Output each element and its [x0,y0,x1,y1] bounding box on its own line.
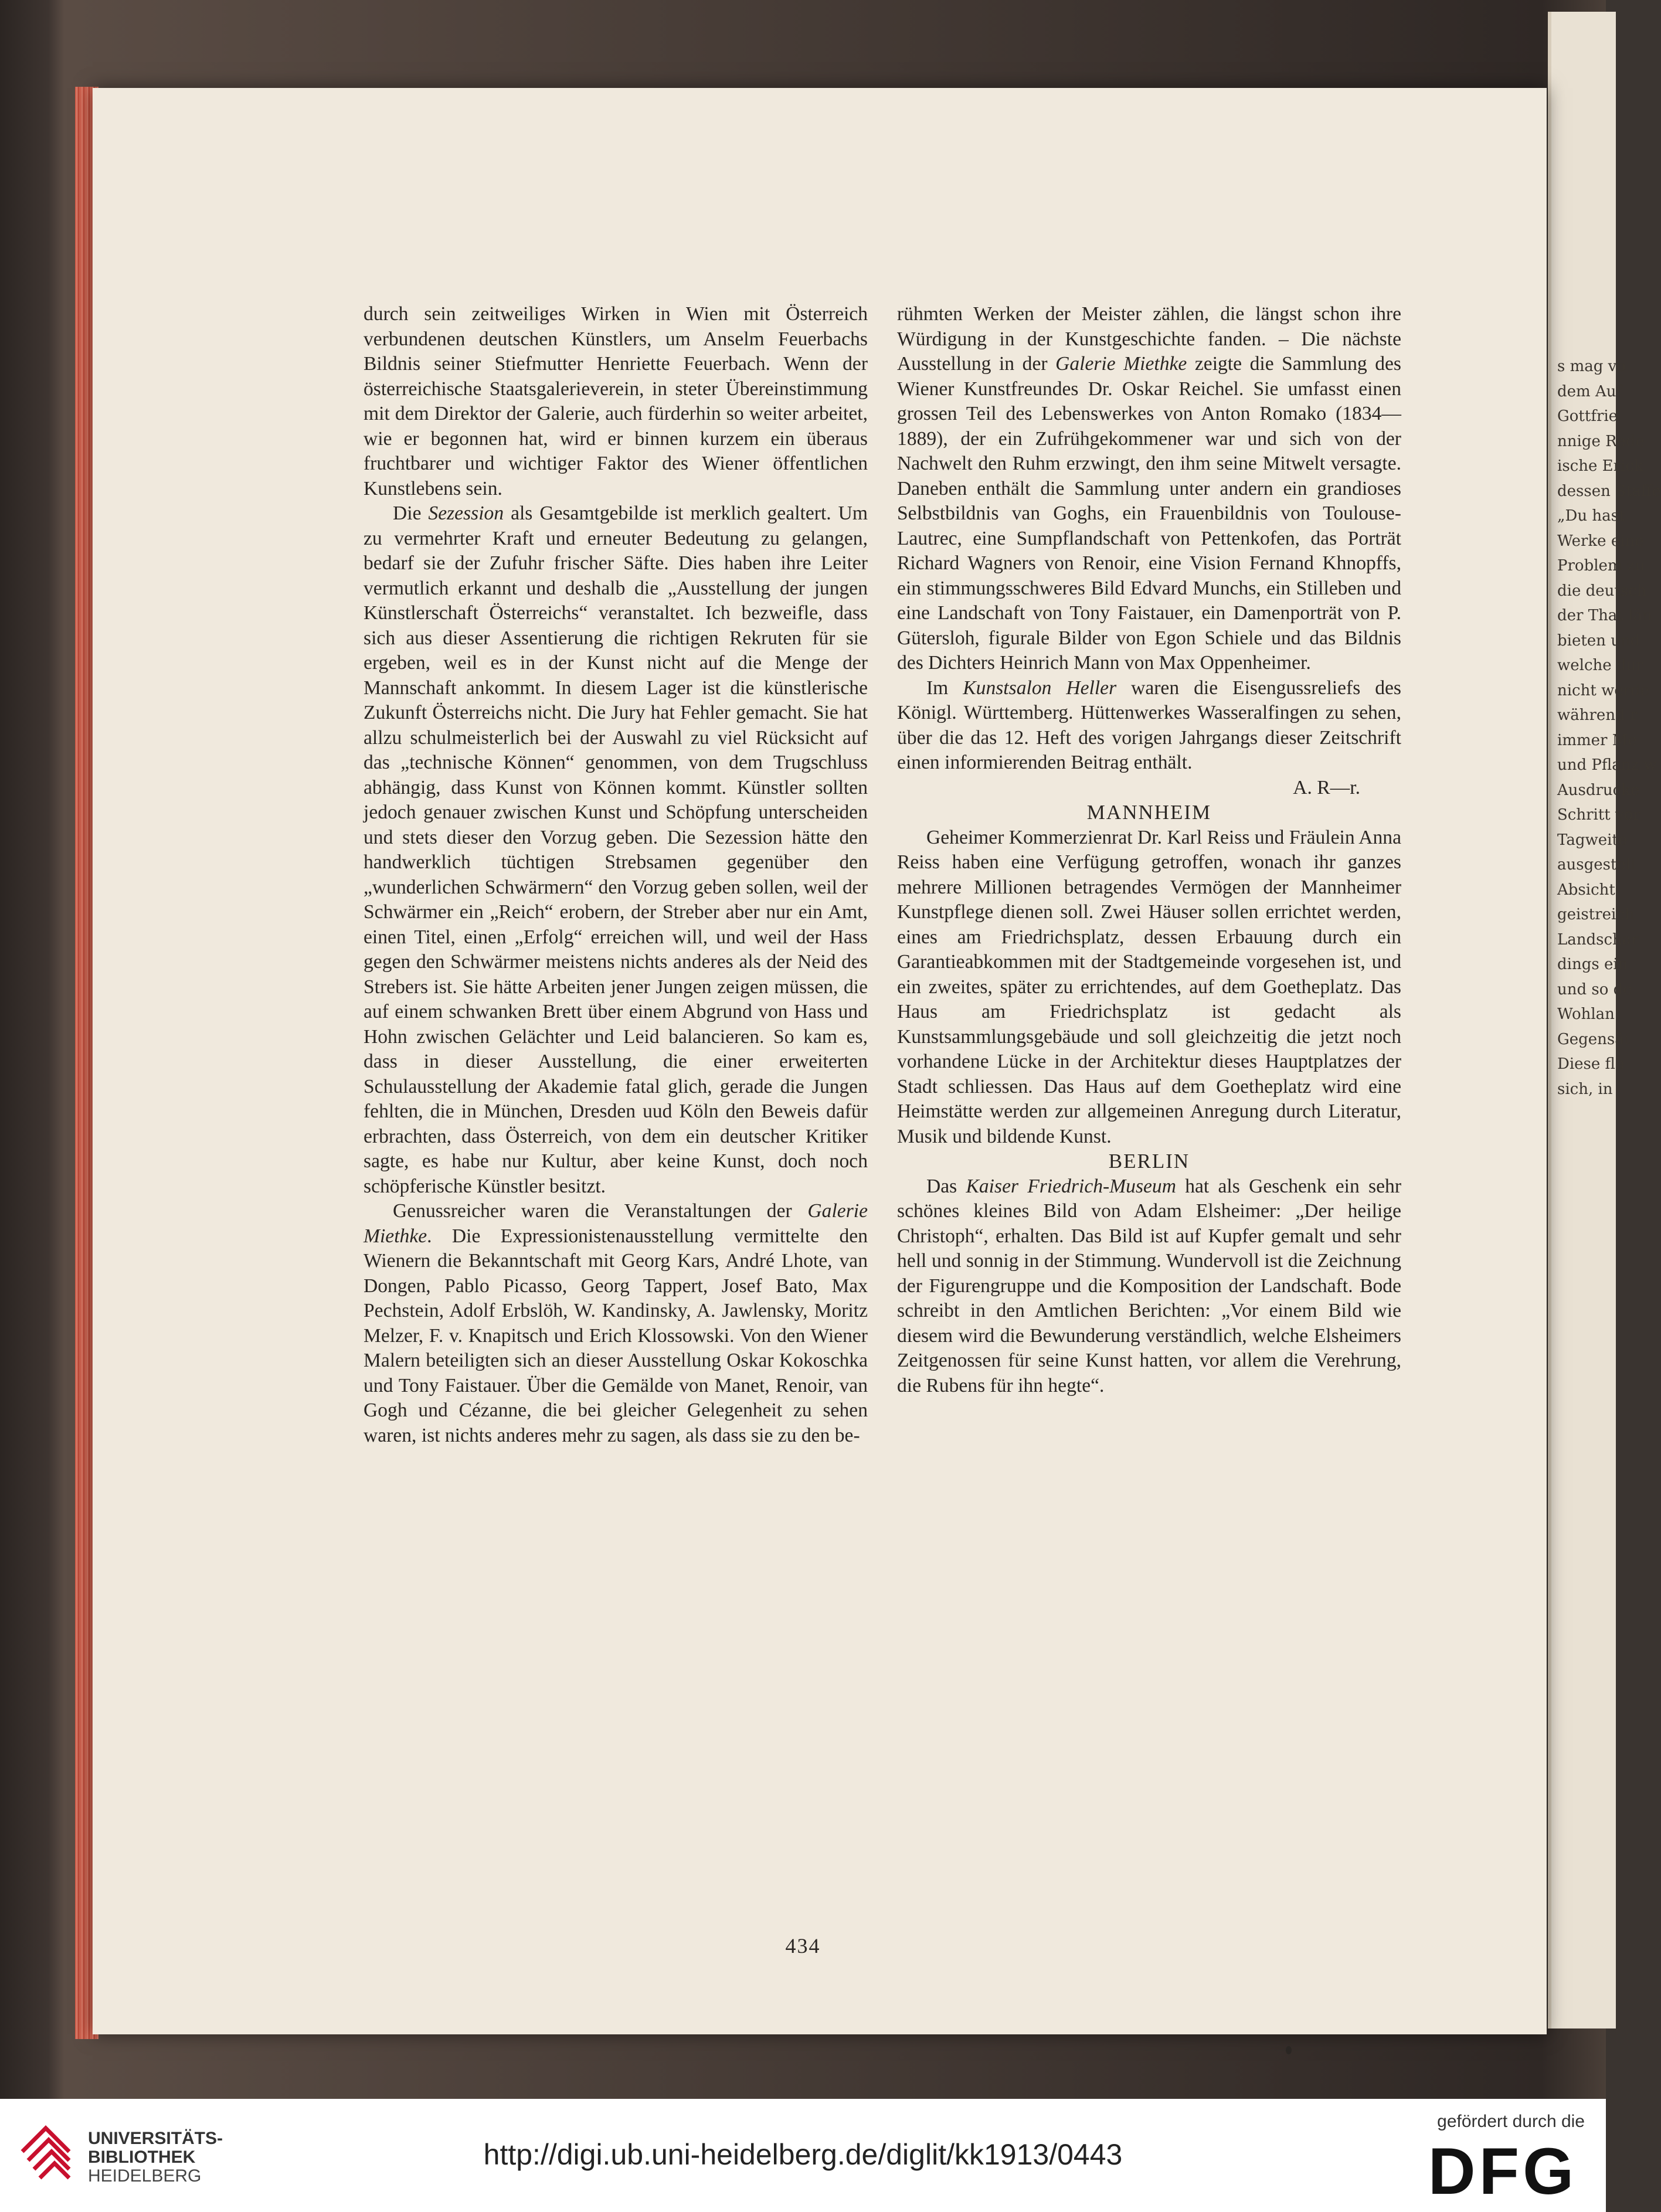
next-page-text-fragment: der That län [1557,607,1652,624]
dfg-logo-text: DFG [1428,2135,1578,2208]
next-page-text-fragment: nnige Rede [1557,432,1645,450]
left-column [364,302,868,1448]
next-page-text-fragment: Gegensät [1557,1030,1631,1048]
next-page-text-fragment: Diese fle [1557,1055,1625,1073]
next-page-text-fragment: sich, in [1557,1080,1613,1098]
paragraph: Genussreicher waren die Veranstaltungen der Galerie Miethke. Die Expressionistenausstellung vermittelte den Wienern die Bekanntschaft mit Georg Kars, André Lhote, van Dongen, Pablo Picasso, Georg Tappert, Josef Bato, Max Pechstein, Adolf Erbslöh, W. Kandinsky, A. Jawlensky, Moritz Melzer, F. v. Knapitsch und Erich Klossowski. Von den Wiener Malern beteiligten sich an dieser Ausstellung Oskar Kokoschka und Tony Faistauer. Über die Gemälde von Manet, Renoir, van Gogh und Cézanne, die bei gleicher Gelegenheit zu sehen waren, ist nichts anderes mehr zu sagen, als dass sie zu den be- [364,1200,868,1446]
next-page-text-fragment: ausgestell [1557,856,1636,874]
next-page-text-fragment: welche dur [1557,657,1643,674]
next-page-text-fragment: dessen Staffe [1557,482,1661,500]
next-page-text-fragment: s mag vo [1557,358,1626,375]
dfg-logo[interactable] [1421,2135,1585,2208]
next-page-text-fragment: die deutsch [1557,582,1647,600]
ink-spot [1286,2046,1292,2054]
page-number: 434 [785,1934,821,1958]
paragraph: Das Kaiser Friedrich-Museum hat als Geschenk ein sehr schönes kleines Bild von Adam Elsheimer: „Der heilige Christoph“, erhalten. Das Bild ist auf Kupfer gemalt und sehr hell und sonnig in der Stimmung. Wundervoll ist die Zeichnung der Figurengruppe und die Komposition der Landschaft. Bode schreibt in den Amtlichen Berichten: „Vor einem Bild wie diesem wird die Bewunderung verständlich, welche Elsheimers Zeitgenossen für seine Kunst hatten, vor allem die Verehrung, die Rubens für ihn hegte“. [897,1175,1401,1396]
library-name-line: UNIVERSITÄTS- [88,2129,223,2148]
next-page-text-fragment: geistreich [1557,906,1635,923]
next-page-text-fragment: bieten und [1557,631,1640,650]
paragraph: Die Sezession als Gesamtgebilde ist merklich gealtert. Um zu vermehrter Kraft und erneuter Bedeutung zu gelangen, bedarf sie der Zufuhr frischer Säfte. Dies haben ihre Leiter vermutlich erkannt und deshalb die „Ausstellung der jungen Künstlerschaft Österreichs“ veranstaltet. Ich bezweifle, dass sich aus dieser Assentierung die richtigen Rekruten für sie ergeben, weil es in der Kunst nicht auf die Menge der Mannschaft ankommt. In diesem Lager ist die künstlerische Zukunft Österreichs nicht. Die Jury hat Fehler gemacht. Sie hat allzu schulmeisterlich bei der Auswahl zu viel Rücksicht auf das „technische Können“ genommen, von dem Trugschluss abhängig, dass Kunst von Können kommt. Künstler sollten jedoch genauer zwischen Kunst und Schöpfung unterscheiden und stets dieser den Vorzug geben. Die Sezession hätte den handwerklich tüchtigen Strebsamen gegenüber den „wunderlichen Schwärmern“ den Vorzug geben sollen, weil der Schwärmer ein „Reich“ erobern, der Streber aber nur ein Amt, einen Titel, einen „Erfolg“ erreichen will, und weil der Hass gegen den Schwärmer meistens nichts anderes als der Neid des Strebers ist. Sie hätte Arbeiten jener Jungen zeigen müssen, die auf einem schwanken Brett über einem Abgrund von Hass und Hohn zwischen Gelächter und Leid balancieren. So kam es, dass in dieser Ausstellung, die einer erweiterten Schulausstellung der Akademie fatal glich, gerade die Jungen fehlten, die in München, Dresden uud Köln den Beweis dafür erbrachten, dass Österreich, von dem ein deutscher Kritiker sagte, es habe nur Kultur, aber keine Kunst, doch noch schöpferische Künstler besitzt. [364,502,868,1197]
next-page-text-fragment: Schritt vor [1557,806,1640,824]
next-page-text-fragment: Gottfrie [1557,407,1618,425]
viewer-footer [0,2099,1606,2212]
next-page-text-fragment: Absicht. [1557,881,1621,899]
next-page-text-fragment: Problem zu [1557,557,1645,575]
paragraph: durch sein zeitweiliges Wirken in Wien mit Österreich verbundenen deutschen Künstlers, um Anselm Feuerbachs Bildnis seiner Stiefmutter Henriette Feuerbach. Wenn der österreichische Staatsgalerieverein, in steter Übereinstimmung mit dem Direktor der Galerie, auch fürderhin so weiter arbeitet, wie er begonnen hat, wird er binnen kurzem ein überaus fruchtbarer und wichtiger Faktor des Wiener öffentlichen Kunstlebens sein. [364,303,868,500]
section-heading-berlin: BERLIN [1108,1150,1190,1173]
next-page-text-fragment: dings ein [1557,956,1628,973]
library-name-line: HEIDELBERG [88,2166,202,2186]
next-page-text-fragment: nicht werde [1557,681,1650,699]
next-page-text-fragment: und so de [1557,980,1632,998]
library-name-line: BIBLIOTHEK [88,2148,196,2167]
author-signature: A. R—r. [1293,776,1360,799]
paragraph: rühmten Werken der Meister zählen, die längst schon ihre Würdigung in der Kunstgeschichte fanden. – Die nächste Ausstellung in der Galerie Miethke zeigte die Sammlung des Wiener Kunstfreundes Dr. Oskar Reichel. Sie umfasst einen grossen Teil des Lebenswerkes von Anton Romako (1834—1889), der ein Zufrühgekommener war und sich von der Nachwelt den Ruhm erzwingt, den ihm seine Mitwelt versagte. Daneben enthält die Sammlung unter andern ein grandioses Selbstbildnis van Goghs, ein Frauenbildnis von Toulouse-Lautrec, eine Sumpflandschaft von Pettenkofen, das Porträt Richard Wagners von Renoir, eine Vision Fernand Khnopffs, ein stimmungsschweres Bild Edvard Munchs, ein Stilleben und eine Landschaft von Tony Faistauer, ein Damenporträt von P. Gütersloh, figurale Bilder von Egon Schiele und das Bildnis des Dichters Heinrich Mann von Max Oppenheimer. [897,303,1401,674]
section-heading-mannheim: MANNHEIM [1086,801,1212,824]
next-page-text-fragment: dem Auf [1557,382,1622,400]
next-page-text-fragment: „Du hast [1557,507,1625,525]
next-page-text-fragment: während r [1557,706,1638,724]
next-page-edge [1548,12,1661,2028]
paragraph: Geheimer Kommerzienrat Dr. Karl Reiss und Fräulein Anna Reiss haben eine Verfügung getroffen, wonach ihr ganzes mehrere Millionen betragendes Vermögen der Mannheimer Kunstpflege dienen soll. Zwei Häuser sollen errichtet werden, eines am Friedrichsplatz, dessen Erbauung durch ein Garantieabkommen mit der Stadtgemeinde vorgesehen ist, und ein zweites, später zu errichtendes, auf dem Goetheplatz. Das Haus am Friedrichsplatz ist gedacht als Kunstsammlungsgebäude und soll gleichzeitig die jetzt noch vorhandene Lücke in der Architektur dieses Hauptplatzes der Stadt schliessen. Das Haus auf dem Goetheplatz wird eine Heimstätte werden zur allgemeinen Anregung durch Literatur, Musik und bildende Kunst. [897,826,1401,1147]
next-page-text-fragment: Landschar [1557,930,1639,949]
paragraph: Im Kunstsalon Heller waren die Eisengussreliefs des Königl. Württemberg. Hüttenwerkes Wasseralfingen zu sehen, über die das 12. Heft des vorigen Jahrgangs dieser Zeitschrift einen informierenden Beitrag enthält. [897,677,1401,773]
next-page-text-fragment: Tagweite [1557,831,1628,849]
next-page-text-fragment: ische Erick [1557,457,1643,475]
right-column [897,302,1401,1398]
next-page-text-fragment: immer Me [1557,731,1637,749]
next-page-text-fragment: Werke eine [1557,532,1644,550]
next-page-text-fragment: Ausdrucke [1557,781,1640,799]
next-page-text-fragment: Wohlan! [1557,1005,1621,1023]
permalink-url[interactable]: http://digi.ub.uni-heidelberg.de/diglit/kk1913/0443 [483,2138,1123,2171]
next-page-text-fragment: und Pflanz w [1557,756,1657,774]
funded-by-label: gefördert durch die [1437,2112,1585,2131]
